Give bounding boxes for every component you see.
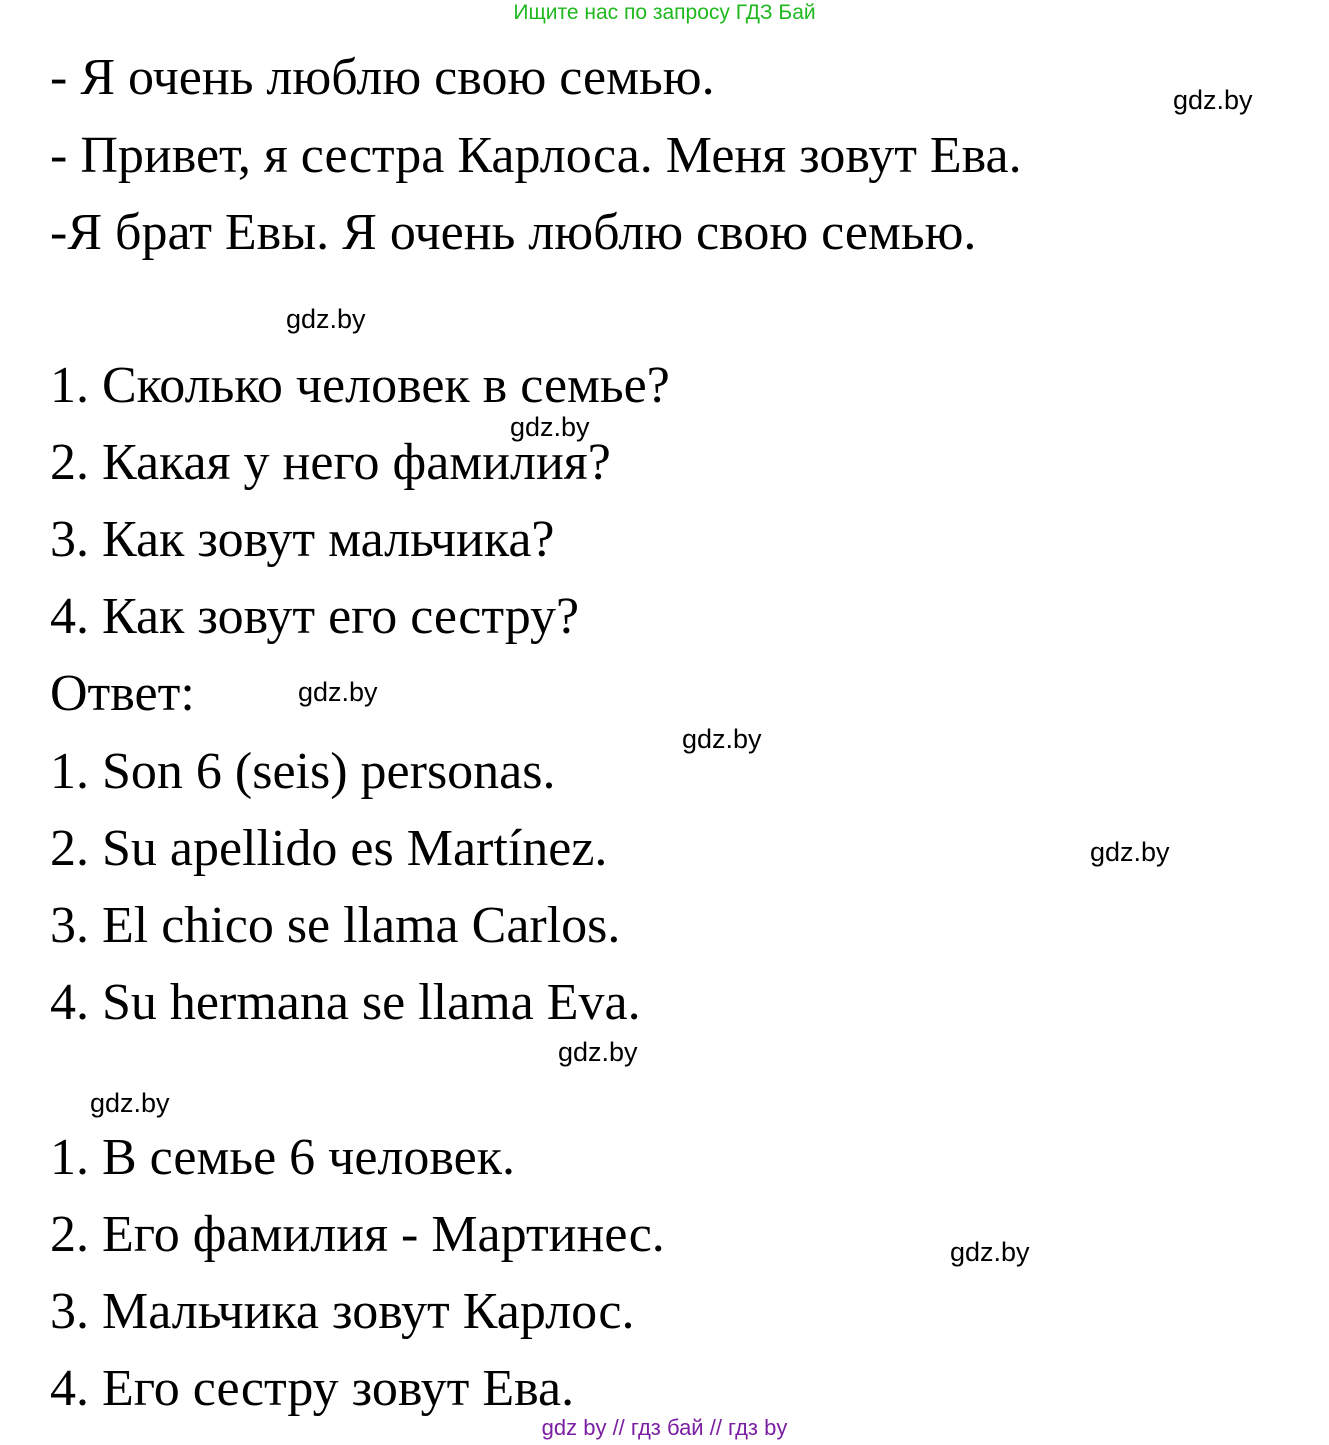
answer-russian-item: 3. Мальчика зовут Карлос.: [50, 1283, 635, 1340]
watermark: gdz.by: [682, 724, 762, 754]
site-search-banner: Ищите нас по запросу ГДЗ Бай: [513, 1, 816, 24]
answer-spanish-item: 1. Son 6 (seis) personas.: [50, 743, 556, 800]
watermark: gdz.by: [298, 677, 378, 707]
watermark: gdz.by: [510, 412, 590, 442]
dialogue-line: - Я очень люблю свою семью.: [50, 49, 715, 106]
answer-russian-item: 4. Его сестру зовут Ева.: [50, 1360, 575, 1417]
question-item: 2. Какая у него фамилия?: [50, 434, 611, 491]
question-item: 4. Как зовут его сестру?: [50, 588, 580, 645]
watermark: gdz.by: [1173, 85, 1253, 115]
question-item: 3. Как зовут мальчика?: [50, 511, 555, 568]
answer-label: Ответ:: [50, 665, 195, 722]
watermark: gdz.by: [90, 1088, 170, 1118]
dialogue-line: -Я брат Евы. Я очень люблю свою семью.: [50, 204, 977, 261]
footer-watermark: gdz by // гдз бай // гдз by: [541, 1415, 788, 1440]
answer-spanish-item: 4. Su hermana se llama Eva.: [50, 974, 641, 1031]
question-item: 1. Сколько человек в семье?: [50, 357, 670, 414]
watermark: gdz.by: [1090, 837, 1170, 867]
answer-spanish-item: 3. El chico se llama Carlos.: [50, 897, 621, 954]
dialogue-line: - Привет, я сестра Карлоса. Меня зовут Ева.: [50, 127, 1022, 184]
answer-russian-item: 1. В семье 6 человек.: [50, 1129, 515, 1186]
answer-spanish-item: 2. Su apellido es Martínez.: [50, 820, 608, 877]
watermark: gdz.by: [286, 304, 366, 334]
answer-russian-item: 2. Его фамилия - Мартинес.: [50, 1206, 665, 1263]
watermark: gdz.by: [950, 1237, 1030, 1267]
watermark: gdz.by: [558, 1037, 638, 1067]
